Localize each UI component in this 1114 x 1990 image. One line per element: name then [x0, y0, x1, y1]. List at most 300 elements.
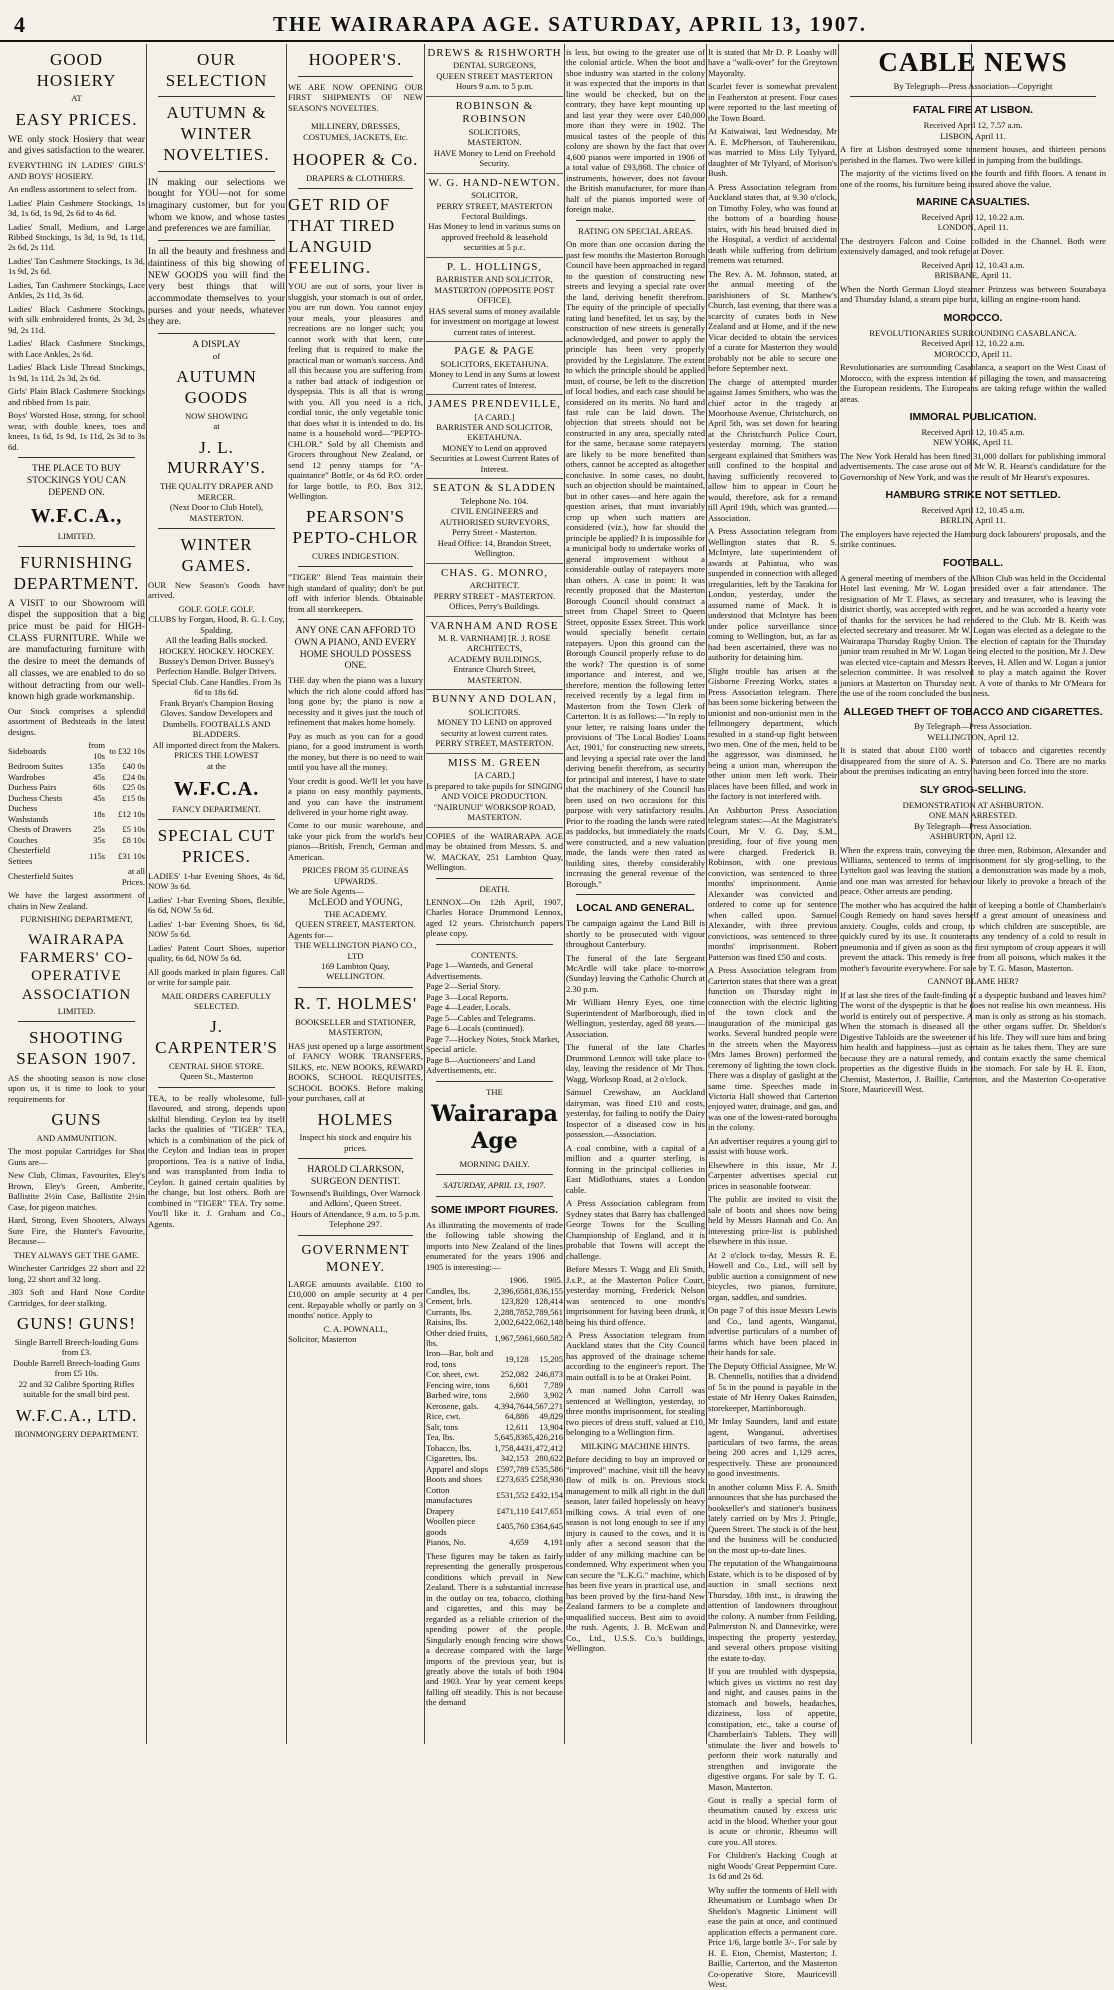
list-item: Girls' Plain Black Cashmere Stockings and ribbed from 1s pair. [8, 386, 145, 407]
table-row [8, 866, 145, 887]
table-row [426, 1369, 563, 1379]
marine-head: MARINE CASUALTIES. [916, 196, 1030, 209]
imported: All imported direct from the Makers. [152, 739, 281, 750]
table-cell: 25s [93, 824, 106, 835]
football-text: A general meeting of members of the Albion Club was held in the Occidental Hotel last evening. Mr W. Logan presided over a fair attendance. The resignation of Mr T. Flaws, as secretary and treasurer, who is leaving the district shortly, was accepted with regret, and he was accorded a hearty vote of thanks for the services he had rendered to the Club. Mr B. Keith was elected secretary and treasurer. Mr W. Logan was elected as a delegate to the Wairarapa Thursday Rugby Union. The election of captain for the Thursday junior team resulted in Mr W. Logan being elected to the position, Mr J. Dew was elected vice-captain and Messrs Reeves, H. Allen and W. Logan a junior selection committee. It was resolved to play a match against the Rover juniors at Masterton on Thursday next. A vote of thanks to Mr O'Meara for the use of the room concluded the business. [840, 572, 1106, 699]
wfca-logo: W.F.C.A., [30, 505, 123, 528]
card-name: BUNNY AND DOLAN, [432, 693, 557, 706]
table-row [426, 1286, 563, 1296]
immoral-received: Received April 12, 10.45 a.m. [921, 426, 1025, 437]
drapers-clothiers: DRAPERS & CLOTHIERS. [305, 172, 406, 183]
guns-single: Single Barrell Breech-loading Guns from £3. [14, 1337, 139, 1358]
table-cell: 342,153 [500, 1453, 529, 1464]
marine-received: Received April 12, 10.22 a.m. [921, 211, 1025, 222]
list-item: Ladies' 1-bar Evening Shoes, 6s 6d, NOW 5s 6d. [148, 918, 285, 940]
golf: GOLF. GOLF. GOLF. [178, 603, 255, 614]
autumn-goods: AUTUMN GOODS [176, 367, 257, 408]
piano-text-2: Pay as much as you can for a good piano, for a good instrument is worth the money, but there is no need to wait until you have all the money. [288, 730, 423, 773]
table-cell: Bedroom Suites [8, 761, 64, 772]
fatal-text-2: The majority of the victims lived on the fourth and fifth floors. A tenant in one of the rooms, his furniture being insured above the value. [840, 168, 1106, 189]
imports-after: These figures may be taken as fairly representing the generally prosperous conditions which prevail in New Zealand. There is a substantial increase in the outlay on tea, tobacco, clothing and cigarettes, and this may be regarded as a reliable criterion of the spending power of the people. Singularly enough fencing wire shows a decrease compared with the large imports of the previous year, but is greatly above the totals of both 1904 and 1903. Year by year cement keeps falling off steadily. This is not because the demand [426, 1550, 563, 1708]
table-cell: Tea, lbs. [426, 1432, 455, 1443]
page-header [0, 0, 1114, 42]
list-item: Ladies' Tan Cashmere Stockings, 1s 3d, 1s 9d, 2s 6d. [8, 255, 145, 277]
table-cell: Iron—Bar, bolt and rod, tons [426, 1348, 494, 1369]
column-7 [840, 44, 1106, 1744]
a-display: A DISPLAY [192, 339, 241, 351]
card-ad [426, 617, 563, 691]
furnishing-text: A VISIT to our Showroom will dispel the supposition that a big price must be paid for HIGH-CLASS FURNITURE. While we are manufacturing furniture with the desire to meet the demands of all classes, we are enabled to do so without detracting from our well-known high grade workmanship. [8, 597, 145, 703]
card-name: PAGE & PAGE [454, 345, 535, 358]
autumn-winter: AUTUMN & WINTER NOVELTIES. [163, 103, 270, 164]
card-name: ROBINSON & ROBINSON [455, 99, 534, 126]
table-row [8, 793, 145, 803]
table-cell: 45s [93, 771, 106, 782]
table-row [426, 1537, 563, 1547]
sly-arrest: ONE MAN ARRESTED. [928, 810, 1018, 821]
limited-2: LIMITED. [57, 1005, 96, 1016]
card-line: Has Money to lend in various sums on approved freehold & leasehold securities at 5 p.c. [428, 221, 561, 253]
table-cell: 2,002,642 [494, 1317, 529, 1328]
carpenter: J. CARPENTER'S [155, 1017, 278, 1058]
table-cell: Tobacco, lbs. [426, 1442, 472, 1453]
guns-double: Double Barrell Breech-loading Guns from £5 10s. [13, 1357, 140, 1379]
card-name: DREWS & RISHWORTH [427, 47, 562, 59]
tiger-tea: "TIGER" Blend Teas maintain their high standard of quality; don't be put off with inferior blends. Obtainable from all storekeepers. [288, 572, 423, 614]
hooper-opening: WE ARE NOW OPENING OUR FIRST SHIPMENTS OF NEW SEASON'S NOVELTIES. [288, 81, 423, 113]
furnishing-largest: We have the largest assortment of chairs in New Zealand. [8, 890, 145, 911]
table-cell: Chesterfield Suites [8, 871, 74, 882]
card-ad [426, 44, 563, 97]
column-3 [288, 44, 423, 1744]
card-ad [426, 690, 563, 753]
list-item: An advertiser requires a young girl to assist with house work. [708, 1135, 837, 1157]
get-rid: GET RID OF THAT TIRED LANGUID FEELING. [288, 195, 396, 277]
list-item: Page 1—Wanteds, and General Advertisements. [426, 960, 534, 981]
table-row [8, 740, 145, 761]
selection-text-2: In all the beauty and freshness and daintiness of this big showing of NEW GOODS you will find the very best things that will accommodate themselves to your purses and your needs, whatever they are. [148, 246, 285, 328]
golf-clubs: CLUBS by Forgan, Hood, B. G. I. Coy, Spalding. [148, 614, 285, 635]
list-item: Ladies, Tan Cashmere Stockings, Lace Ankles, 2s 11d, 3s 6d. [8, 279, 145, 301]
table-row [8, 824, 145, 834]
imports-text: As illustrating the movements of trade the following table showing the imports into New Zealand of the lines enumerated for the years 1906 and 1905 is interesting:— [426, 1219, 563, 1272]
table-row [8, 835, 145, 845]
fatal-place: LISBON, April 11. [940, 130, 1006, 141]
card-ad [426, 564, 563, 617]
games-intro: OUR New Season's Goods have arrived. [148, 579, 285, 601]
ironmongery: IRONMONGERY DEPARTMENT. [14, 1428, 139, 1439]
govt-money: GOVERNMENT MONEY. [301, 1242, 410, 1275]
list-item: The reputation of the Whangaimoana Estate, which is to be disposed of by auction in small sections next Thursday, 18th inst., is drawing the attention of landowners throughout the colony. A number from Feilding, Palmerston N. and Dannevirke, were inspecting the property yesterday, and several others propose visiting the estate to-day. [708, 1558, 837, 1663]
list-item: Page 2—Serial Story. [426, 981, 501, 992]
list-item: Scarlet fever is somewhat prevalent in Featherston at present. Four cases were reported to the last meeting of the Town Board. [708, 81, 837, 123]
cannot-text: If at last she tires of the fault-finding of a dyspeptic husband and leaves him? The worst of the dyspeptic is that he does not realise his own meanness. His world is entirely out of perspective. A man is only as strong as his stomach. When the stomach is diseased all the other organs suffer. Dr. Sheldon's Digestive Tabloids are the sweetener of his life. They will sure him and bring him health and happiness—just as certain as he takes them. They are sure because they are a natural remedy, and contain exactly the same chemical properties as the digestive fluids in the stomach. For sale by H. E. Eton, Chemist, Masterton, J. Baillie, Carterton, and the Masterton Co-operative Store, Mauricevill West. [840, 989, 1106, 1095]
column-5 [566, 44, 705, 1744]
list-item: The charge of attempted murder against James Smithers, who was the chief actor in the tragedy at Moorhouse Avenue, Christchurch, on April 5th, was set down for hearing at the Christchurch Police Court, yesterday morning. The station sergeant explained that Smithers was still confined to the hospital and having sufficiently recovered to allow him to appear in Court he would, therefore, ask for a remand till April 19th, which was granted.—Association. [708, 376, 837, 523]
list-item: Page 3—Local Reports. [426, 991, 509, 1002]
card-ad [426, 395, 563, 479]
card-line: DENTAL SURGEONS, [452, 60, 537, 71]
list-item: LADIES' 1-bar Evening Shoes, 4s 6d, NOW 3s 6d. [148, 870, 285, 892]
piano-head: ANY ONE CAN AFFORD TO OWN A PIANO, AND EVERY HOME SHOULD POSSESS ONE. [294, 625, 417, 672]
table-row [426, 1317, 563, 1327]
card-ad [426, 97, 563, 174]
marine-text: The destroyers Falcon and Coine collided in the Channel. Both were extensively damaged, and took refuge at Dover. [840, 235, 1106, 257]
table-cell: 1,660,582 [528, 1332, 563, 1343]
table-cell: £405,760 [496, 1521, 529, 1532]
table-cell: £531,552 [496, 1490, 529, 1500]
mother-ad: The mother who has acquired the habit of keeping a bottle of Chamberlain's Cough Remedy on hand saves herself a great amount of uneasiness and anxiety. Coughs, colds and croup, to which children are susceptible, are quickly cured by its use. It counteracts any tendency of a cold to result in pneumonia and if given as soon as the first symptom of croup appears it will prevent the attack. This remedy is free from all poisons, which makes it the mother's favourite everywhere. For sale by T. G. Mason, Masterton. [840, 899, 1106, 973]
table-cell: 35s [93, 834, 106, 845]
alleged-by: By Telegraph—Press Association. [914, 721, 1032, 732]
list-item: Gout is really a special form of rheumatism caused by excess uric acid in the blood. Whether your gout is acute or chronic, Rheumo will cure you. All stores. [708, 1794, 837, 1847]
card-line: BARRISTER AND SOLICITOR, [436, 274, 553, 285]
clarkson-hours: Hours of Attendance, 9 a.m. to 5 p.m. Telephone 297. [290, 1208, 421, 1230]
rating-head: RATING ON SPECIAL AREAS. [578, 225, 693, 236]
table-cell: 1,967,596 [494, 1332, 529, 1343]
fatal-text: A fire at Lisbon destroyed some tenement houses, and thirteen persons perished in the flames. Two were killed in jumping from the buildings. [840, 144, 1106, 165]
list-item: It is stated that Mr D. P. Loasby will have a "walk-over" for the Greytown Mayoralty. [708, 47, 837, 78]
the: THE [486, 1086, 503, 1097]
table-cell: 280,622 [535, 1453, 563, 1464]
card-line: Money to Lend in any Sums at lowest Current rates of Interest. [429, 369, 560, 390]
central-shoe-store: CENTRAL SHOE STORE. [168, 1060, 265, 1071]
table-row [8, 845, 145, 866]
table-cell: Sideboards [8, 745, 47, 756]
cut-note: All goods marked in plain figures. Call or write for sample pair. [148, 966, 285, 988]
list-item: On page 7 of this issue Messrs Lewis and Co., land agents, Wanganui, advertise particulars of a number of farms which have been placed in their hands for sale. [708, 1305, 837, 1358]
shoot-winchester: Winchester Cartridges 22 short and 22 long, 22 short and 32 long. [8, 1263, 145, 1284]
holmes: HOLMES [317, 1109, 394, 1129]
table-cell: £12 10s [118, 808, 145, 819]
table-cell: 49,829 [539, 1411, 563, 1422]
limited: LIMITED. [57, 530, 96, 541]
card-line: Is prepared to take pupils for SINGING AND VOICE PRODUCTION. [426, 780, 563, 802]
local-general-head: LOCAL AND GENERAL. [576, 902, 695, 915]
list-item: The Deputy Official Assignee, Mr W. B. Chennells, notifies that a dividend of 5s in the pound is payable in the estate of Mr Henry Oakes Rainsden, storekeeper, Martinborough. [708, 1360, 837, 1413]
now-showing: NOW SHOWING [184, 410, 249, 421]
table-cell: Woollen piece goods [426, 1516, 476, 1537]
table-cell: Duchess Washstands [8, 803, 49, 824]
table-row [426, 1453, 563, 1463]
table-cell: £273,635 [496, 1474, 529, 1485]
table-row [426, 1474, 563, 1484]
hosiery-assort: An endless assortment to select from. [8, 184, 137, 195]
morocco-received: Received April 12, 10.22 a.m. [921, 338, 1025, 349]
table-row [426, 1401, 563, 1411]
furnishing-stock: Our Stock comprises a splendid assortment of Bedsteads in the latest designs. [8, 705, 145, 737]
hosiery-every: EVERYTHING IN LADIES' GIRLS' AND BOYS' HOSIERY. [8, 160, 145, 181]
column-4 [426, 44, 563, 1744]
table-row [426, 1390, 563, 1400]
shooting-title: SHOOTING SEASON 1907. [16, 1028, 137, 1069]
table-cell: 4,659 [509, 1537, 529, 1548]
table-row [426, 1411, 563, 1421]
list-item: A man named John Carroll was sentenced at Wellington, yesterday, to three months imprisonment, for stealing two pieces of dress stuff, valued at £10, belonging to a Wellington firm. [566, 1385, 705, 1438]
card-line: Entrance Church Street, MASTERTON. [453, 664, 536, 685]
table-row [426, 1328, 563, 1349]
milking-head: MILKING MACHINE HINTS. [580, 1440, 691, 1451]
clarkson: HAROLD CLARKSON, SURGEON DENTIST. [307, 1164, 404, 1187]
table-cell: Rice, cwt. [426, 1411, 461, 1422]
shoot-game: THEY ALWAYS GET THE GAME. [13, 1249, 140, 1260]
table-cell: 123,820 [500, 1296, 529, 1307]
table-row [426, 1296, 563, 1306]
card-line: EKETAHUNA. [467, 432, 522, 443]
list-item: Ladies' Black Cashmere Stockings, with silk embroidered fronts, 2s 3d, 2s 9d, 2s 11d. [8, 303, 145, 335]
sly-text: When the express train, conveying the three men, Robinson, Alexander and Williams, sentenced to terms of imprisonment for sly grog-selling, to the Lyttelton gaol was leaving the station, a demonstration was made by a mob, and one man was arrested for behaviour likely to provoke a breach of the peace. Other arrests are pending. [840, 844, 1106, 897]
card-line: MONEY TO LEND on approved security at lowest current rates. [437, 717, 552, 738]
list-item: The funeral of the late Sergeant McArdle will take place to-morrow (Sunday) leaving the Catholic Church at 2.30 p.m. [566, 952, 705, 994]
queen-st: Queen St., Masterton [179, 1071, 254, 1082]
morocco-sub: REVOLUTIONARIES SURROUNDING CASABLANCA. [869, 327, 1077, 338]
hosiery-title: GOOD HOSIERY [36, 50, 117, 90]
the-academy: THE ACADEMY. [324, 908, 387, 919]
ammunition: AND AMMUNITION. [36, 1133, 117, 1143]
table-row [426, 1443, 563, 1453]
card-line: ARCHITECTS, [466, 643, 523, 654]
table-cell: 4,567,271 [528, 1400, 563, 1411]
copies-notice: COPIES of the WAIRARAPA AGE may be obtained from Messrs. S. and W. MACKAY, 251 Lambton Quay, Wellington. [426, 830, 563, 873]
sly-head: SLY GROG-SELLING. [919, 783, 1027, 796]
hooper-millinery: MILLINERY, DRESSES, COSTUMES, JACKETS, Etc. [303, 121, 408, 142]
milking-text: Before deciding to buy an improved or "improved" machine, visit till the heavy flow of milk is on. Previous stock management to milk all right in the dull season, later failed hopelessly on heavy milking cows. A trial even of one season is not long enough to see if any injury is caused to the cows, and it is only after a second season that the udder of any milking machine can be condemned. Why experiment when you can secure the "L.K.G." machine, which has been five years in practical use, and has been proved by the first-hand New Zealand farmers to be a complete and unqualified success. Best aim to avoid the rush. Agents, J. B. McEwan and Co., Ltd., U.S.S. Co.'s buildings, Wellington. [566, 1454, 705, 1654]
hamburg-text: The employers have rejected the Hamburg dock labourers' proposals, and the strike continues. [840, 528, 1106, 550]
cable-news: CABLE NEWS [878, 47, 1068, 77]
hamburg-received: Received April 12, 10.45 a.m. [921, 505, 1025, 515]
shooting-text: AS the shooting season is now close upon us, it is time to look to your requirements for [8, 1072, 145, 1104]
next-door: (Next Door to Club Hotel), MASTERTON. [169, 502, 264, 523]
list-item: At 2 o'clock to-day, Messrs R. E. Howell and Co., Ltd., will sell by public auction a consignment of new bicycles, two pianos, furniture, organ, saddles, and sundries. [708, 1249, 837, 1302]
local-list [566, 918, 705, 1438]
table-cell: 2,660 [509, 1390, 529, 1401]
table-row [426, 1307, 563, 1317]
table-row [8, 772, 145, 782]
imports-continued: is less, but owing to the greater use of the colonial article. When the boot and shoe industry was started in the colony it was expected that the imports in that line would be checked, but on the contrary, they have kept mounting up and last year they were over £40,000 more than they were in 1902. The musical tastes of the people of this colony are shown by the fact that over 4,600 pianos were imported in 1906 of a total value of £93,868. The choice of instruments, however, does not favour the British manufacturer, for more than half of the pianos imported were of foreign make. [566, 47, 705, 215]
sly-place: ASHBURTON, April 12. [929, 831, 1017, 842]
list-item: A Press Association telegram from Wellington states that R. S. McIntyre, late superintendent of awards at Pahiatua, who was suspended in connection with alleged irregularities, left by the Tarakina for London, yesterday, under the assumed name of Mack. It is understood that McIntyre has been under police surveillance since coming to Wellington, but, as far as had been ascertained, there was no authority for detaining him. [708, 526, 837, 663]
card-name: SEATON & SLADDEN [432, 482, 557, 495]
tea-ad: TEA, to be really wholesome, full-flavoured, and strong, depends upon skilful blending. Ceylon tea by itself lacks the qualities of "TIGER" TEA, which is a combination of the pick of the Ceylon and Indian teas in proper proportions. Tea is a native of India, and was transplanted from India to Ceylon. It gained certain qualities by the change, but lost others. Both are combined in "TIGER" TEA. Try some. You'll like it. J. Graham and Co., Agents. [148, 1092, 285, 1229]
death-head: DEATH. [479, 883, 510, 894]
sly-by: By Telegraph—Press Association. [914, 820, 1032, 831]
table-cell: £5 10s [122, 824, 145, 835]
place-to-buy: THE PLACE TO BUY STOCKINGS YOU CAN DEPEND ON. [26, 463, 127, 498]
sole-agents: We are Sole Agents— [288, 886, 364, 897]
guns-rifles: 22 and 32 Calibre Sporting Rifles suitable for the small bird pest. [18, 1378, 135, 1400]
table-cell: Fencing wire, tons [426, 1379, 490, 1390]
shoot-hard: Hard, Strong, Even Shooters, Always Sure Fire, the Hunter's Favourite, Because— [8, 1215, 145, 1247]
list-item: Ladies' Black Lisle Thread Stockings, 1s 9d, 1s 11d, 2s 3d, 2s 6d. [8, 362, 145, 383]
winter-games: WINTER GAMES. [180, 535, 253, 575]
card-line: PERRY STREET, MASTERTON. [435, 738, 554, 749]
table-cell: £432,154 [530, 1490, 563, 1500]
table-row [426, 1506, 563, 1516]
by-telegraph: By Telegraph—Press Association—Copyright [893, 80, 1053, 91]
table-cell: Cement, brls. [426, 1296, 473, 1307]
table-cell: Couches [8, 834, 38, 845]
prices-from: PRICES FROM 35 GUINEAS UPWARDS. [302, 865, 409, 886]
card-name: CHAS. G. MONRO, [441, 566, 548, 579]
list-item: Mr Imlay Saunders, land and estate agent, Wanganui, advertises particulars of two farms, the areas being 200 acres and 1,129 acres, respectively. These are pronounced to good investments. [708, 1416, 837, 1479]
table-cell: £8 10s [122, 834, 145, 845]
table-cell: Other dried fruits, lbs. [426, 1327, 488, 1348]
agents-for: Agents for— [288, 929, 334, 940]
table-cell: £40 0s [122, 761, 145, 772]
wellington: WELLINGTON. [326, 971, 385, 982]
shoot-303: .303 Soft and Hard Nose Cordite Cartridges, for deer stalking. [8, 1287, 145, 1308]
table-cell: 3,902 [543, 1390, 563, 1401]
piano-text-4: Come to our music warehouse, and take your pick from the world's best pianos—British, French, German and American. [288, 820, 423, 862]
table-cell: 252,082 [500, 1369, 529, 1380]
list-item: Before Messrs T. Wagg and Eli Smith, J.s.P., at the Masterton Police Court, yesterday morning, Frederick Nelson was sentenced to one month's imprisonment for having been drunk, it being his third offence. [566, 1264, 705, 1327]
table-cell: 15,205 [539, 1353, 563, 1364]
table-cell: at all Prices. [121, 866, 145, 887]
list-item: Ladies' 1-bar Evening Shoes, flexible, 6s 6d, NOW 5s 6d. [148, 894, 285, 916]
boxing: Frank Bryan's Champion Boxing Gloves. Sandow Developers and Dumbells. FOOTBALLS AND BLADDERS. [159, 697, 274, 740]
fatal-fire-head: FATAL FIRE AT LISBON. [912, 104, 1034, 117]
masterton: MASTERTON, [328, 1027, 383, 1038]
alleged-text: It is stated that about £100 worth of tobacco and cigarettes recently disappeared from the store of A. S. Paterson and Co. There are no marks about the premises indicating an entry having been forced into the store. [840, 745, 1106, 777]
table-cell: 12,611 [505, 1421, 529, 1432]
shoot-list: New Club, Climax, Favourites, Eley's Brown, Eley's Green, Amberite, Ballistite 2½in Case, Ballistite 2½in Case, for pigeon matches. [8, 1170, 145, 1212]
table-cell: Duchess Pairs [8, 782, 57, 793]
table-cell: Boots and shoes [426, 1474, 482, 1485]
immoral-text: The New York Herald has been fined 31,000 dollars for publishing immoral advertisements. The case arose out of Mr W. R. Hearst's candidature for the Governorship of New York, and was the result of Mr Hearst's exposures. [840, 450, 1106, 482]
guns-guns: GUNS! GUNS! [16, 1314, 137, 1334]
card-line: BARRISTER AND SOLICITOR, [436, 421, 553, 432]
table-cell: Kerosene, gals. [426, 1400, 479, 1411]
table-cell: £25 0s [122, 782, 145, 793]
alleged-place: WELLINGTON, April 12. [927, 731, 1019, 742]
list-item: If you are troubled with dyspepsia, which gives us victims no rest day and night, and causes pains in the stomach and bowels, headaches, dizziness, loss of appetite, constipation, etc., take a course of Chamberlain's Tablets. They will stimulate the liver and bowels to perform their work naturally and strengthen and invigorate the digestive organs. For sale by T. G. Mason, Masterton. [708, 1666, 837, 1792]
table-cell: Wardrobes [8, 771, 46, 782]
table-row [426, 1348, 563, 1369]
mcleod-young: McLEOD and YOUNG, [308, 896, 403, 908]
list-item: Ladies' Black Cashmere Stockings, with Lace Ankles, 2s 6d. [8, 338, 145, 359]
list-item: The public are invited to visit the sale of boots and shoes now being held by Messrs Hannah and Co. An interesting price-list is published elsewhere in this issue. [708, 1194, 837, 1247]
hockey-text: Bussey's Demon Driver. Bussey's Perfection Handle. Bulger Drivers. Special Club. Cane Handles. From 3s 6d to 18s 6d. [151, 656, 282, 698]
selection-text-1: IN making our selections we bought for YOU—not for some imaginary customer, but for you whom we know, and whose tastes and preferences we are familiar. [148, 176, 285, 235]
morocco-place: MOROCCO, April 11. [934, 348, 1012, 359]
pownall: C. A. POWNALL, [323, 1323, 388, 1334]
marine-place: LONDON, April 11. [937, 222, 1009, 233]
card-line: Head Office: 14, Brandon Street, Wellington. [437, 537, 552, 559]
card-line: CIVIL ENGINEERS and AUTHORISED SURVEYORS, [439, 506, 550, 527]
column-2 [148, 44, 285, 1744]
card-line: Fectoral Buildings. [461, 210, 528, 221]
table-cell: £364,645 [530, 1521, 563, 1532]
card-line: "NAIRUNUI" WORKSOP ROAD, MASTERTON. [433, 801, 556, 823]
card-line: SOLICITORS. [468, 706, 521, 717]
card-ad [426, 258, 563, 342]
inspect: Inspect his stock and enquire his prices. [299, 1132, 412, 1153]
card-line: PERRY STREET - MASTERTON. [433, 590, 556, 601]
table-cell: Chesterfield Settees [8, 845, 50, 866]
table-row [8, 782, 145, 792]
list-item: A Press Association telegram from Auckland states that the City Council has approved of the drainage scheme according to the engineer's report. The main outfall is to be at Orakei Point. [566, 1329, 705, 1382]
marine-place-2: BRISBANE, April 11. [934, 270, 1012, 281]
mail-orders: MAIL ORDERS CAREFULLY SELECTED. [161, 990, 272, 1011]
table-cell: 19,128 [504, 1353, 529, 1364]
card-name: JAMES PRENDEVILLE, [428, 398, 561, 411]
table-cell: 135s [88, 761, 106, 772]
table-cell: 2,396,658 [494, 1285, 529, 1296]
card-line: HAS several sums of money available for investment on mortgage at lowest current rates of interest. [428, 305, 561, 337]
table-cell: 2,789,561 [528, 1306, 563, 1317]
furnishing-dept: FURNISHING DEPARTMENT, [20, 914, 133, 925]
list-item: For Children's Hacking Cough at night Woods' Great Peppermint Cure. 1s 6d and 2s 6d. [708, 1850, 837, 1882]
table-cell: £24 0s [122, 771, 145, 782]
fancy-dept: FANCY DEPARTMENT. [172, 803, 261, 814]
hooper-co: HOOPER & Co. [292, 150, 419, 170]
page-number: 4 [14, 12, 25, 37]
table-cell: 1,836,155 [528, 1285, 563, 1296]
wfca-ltd: W.F.C.A., LTD. [15, 1405, 138, 1425]
table-cell: 128,414 [535, 1296, 563, 1307]
football-head: FOOTBALL. [942, 556, 1004, 569]
card-line: ACADEMY BUILDINGS, [447, 653, 542, 664]
masthead: THE WAIRARAPA AGE. SATURDAY, APRIL 13, 1907. [272, 12, 868, 36]
piano-text-3: Your credit is good. We'll let you have a piano on easy monthly payments, and you can have the instrument delivered in your home right away. [288, 775, 423, 817]
list-item: Ladies' Small, Medium, and Large Ribbed Stockings, 1s 3d, 1s 9d, 1s 11d, 2s 6d, 2s 11d. [8, 221, 145, 253]
card-line: MONEY to Lend on approved Securities at Lowest Current Rates of Interest. [430, 442, 559, 474]
table-cell: Cotton manufactures [426, 1484, 473, 1506]
card-line: Perry Street - Masterton. [452, 527, 537, 538]
table-cell: 2,062,148 [528, 1317, 563, 1328]
cures-indigestion: CURES INDIGESTION. [312, 550, 399, 561]
list-item: Ladies' Plain Cashmere Stockings, 1s 3d, 1s 6d, 1s 9d, 2s 6d to 4s 6d. [8, 197, 145, 219]
table-row [426, 1432, 563, 1442]
table-cell: 5,645,836 [494, 1432, 529, 1443]
table-cell: £471,110 [496, 1505, 529, 1516]
clarkson-addr: Townsend's Buildings, Over Warnock and Adkins', Queen Street. [290, 1187, 421, 1209]
our-selection: OUR SELECTION [165, 50, 268, 90]
cannot-blame: CANNOT BLAME HER? [927, 976, 1019, 987]
table-cell: £535,586 [530, 1463, 563, 1474]
list-item: Slight trouble has arisen at the Gisborne Freezing Works, states a Press Association telegram. There has been some bickering between the unionist and non-unionist men in the fellmongery department, which resulted in a stand-up fight between two men. One of the men, held to be the aggressor, was dismissed, he being a union man, whereupon the other union men left work. Their places have been filled, and work in the factory is not interfered with. [708, 665, 837, 802]
furnishing-title: FURNISHING DEPARTMENT. [13, 553, 140, 593]
wairarapa-farmers: WAIRARAPA FARMERS' CO-OPERATIVE ASSOCIATION [19, 931, 134, 1003]
tired-text: YOU are out of sorts, your liver is sluggish, your stomach is out of order, you are run down. You cannot enjoy your meals, your pleasures and recreations are no longer such; you cannot work with that keen, cute feeling that is required to make the practical man or woman's success. And all this because you are suffering from a rather bad attack of indigestion or dyspepsia. This is all that is wrong with you. All you need is a rich, cordial tonic, the only vegetable tonic that does what it is intended to do. Its name is a household word—"PEPTO-CHLOR." Sold by all Chemists and Grocers throughout New Zealand, or send 12 penny stamps for "A-quaintance" Bottle, or 4s 6d P.O. order for large bottle, to P.O. Box 312, Wellington. [288, 281, 423, 501]
list-item: In another column Miss F. A. Smith announces that she has purchased the bookseller's and stationer's business lately carried on by Mrs J. Pringle, Queen Street. The stock is of the best and the business will be conducted on the most up-to-date lines. [708, 1481, 837, 1555]
marine-received-2: Received April 12, 10.43 a.m. [921, 259, 1025, 270]
death-text: LENNOX—On 12th April, 1907, Charles Horace Drummond Lennox, aged 12 years. Christchurch papers please copy. [426, 897, 563, 939]
pearsons: PEARSON'S PEPTO-CHLOR [292, 507, 419, 548]
table-row [426, 1516, 563, 1537]
card-line: M. R. VARNHAM] [R. J. ROSE [438, 632, 551, 643]
table-cell: 45s [93, 792, 106, 803]
list-item: Page 8—Auctioneers' and Land Advertisements, etc. [426, 1054, 536, 1076]
rating-text: On more than one occasion during the past few months the Masterton Borough Council have been approached in regard to the question of constructing new streets and levying a special rate over the land, deriving benefit therefrom. The equity of the principle of specially rating land benefited, let us say, by the construction of new streets is generally acknowledged, and power to apply the principle has been very properly provided by the Legislature. The extent to which the principle should be applied must, of course, be left to the discretion of local bodies, and each case should be considered on its merits. No hard and fast rule can be laid down. The objection that streets should not be constructed in any area, specially rated for the same, because some ratepayers are likely to be more benefited than others, cannot be accepted as altogether conclusive. In some cases, no doubt, such an objection should be maintained, but in other cases—and here again the question arises, that must invariably crop up when such matters are considered (viz.), how far should the principle be applied? It is impossible for a municipal body to undertake works of general improvement without a considerable outlay of ratepayers more than others. A case in point: It was recently proposed that the Masterton Borough Council should construct a street from Chapel Street to Queen Street, opposite Essex Street. This work would specially benefit certain ratepayers. Upon this ground can the Borough Council properly refuse to do the work? The question is of some importance and interest, and we, therefore, mention the following letter received recently by a legal firm in Masterton from the Town Clerk of Carterton. It is as follows:—"In reply to your letter, re raising loans under the provisions of 'The Local Bodies' Loans Act, 1901,' for constructing new streets, and levying a special rate over the land deriving benefit therefrom, as security for principal and interest, I have to state that the machinery of the Council has been used on two occasions for this purpose with very satisfactory results. Prior to the roading the lands were rated as paddocks, but immediately the roads were constructed, and a new valuation made, the lands were then rated as building sites, thereby considerably increasing the general revenue of the Borough." [566, 239, 705, 889]
table-cell: 1,472,412 [528, 1442, 563, 1453]
card-name: VARNHAM AND ROSE [430, 619, 559, 632]
guns-title: GUNS [51, 1110, 102, 1130]
card-ad [426, 174, 563, 258]
queen-st: QUEEN STREET, MASTERTON. [295, 919, 416, 930]
card-line: HAVE Money to Lend on Freehold Security. [433, 147, 556, 169]
table-cell: Cor. sheet, cwt. [426, 1369, 480, 1380]
hockey: HOCKEY. HOCKEY. HOCKEY. [159, 645, 274, 656]
list-item: Page 5—Cables and Telegrams. [426, 1012, 536, 1023]
table-header [426, 1275, 563, 1285]
table-cell: 4,394,764 [494, 1400, 529, 1411]
card-line: MASTERTON. [467, 137, 522, 148]
table-cell: £417,651 [530, 1505, 563, 1516]
table-cell: £15 0s [122, 792, 145, 803]
list-item: The campaign against the Land Bill is shortly to be prosecuted with vigour throughout Canterbury. [566, 918, 705, 950]
hamburg-head: HAMBURG STRIKE NOT SETTLED. [885, 489, 1061, 502]
